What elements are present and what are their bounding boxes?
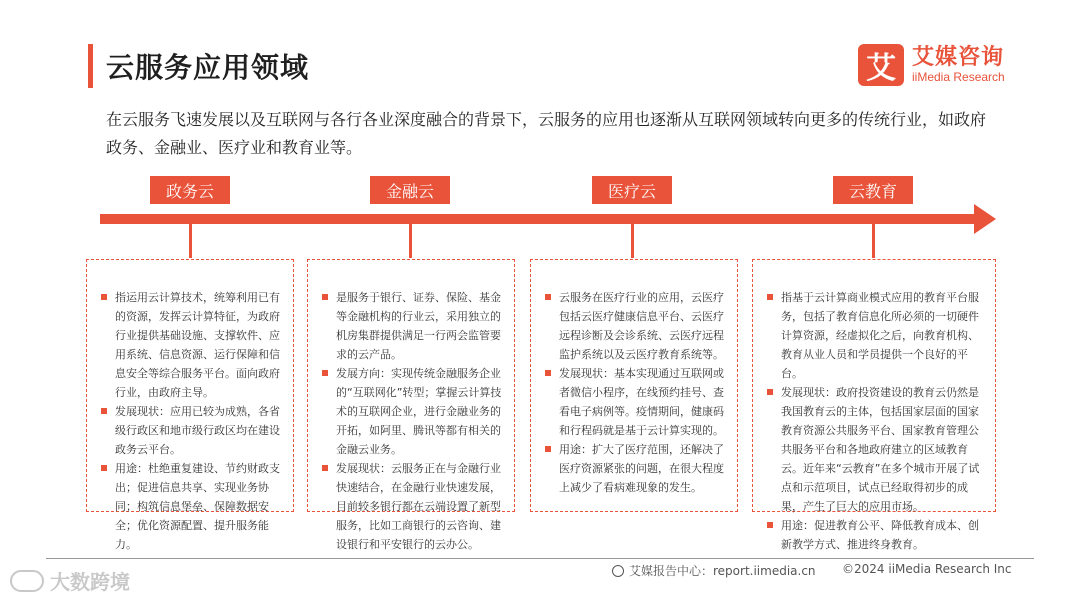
card-finance-cloud	[307, 259, 515, 551]
watermark-text: 大数跨境	[50, 570, 130, 594]
list-item: 发展现状：政府投资建设的教育云仍然是我国教育云的主体，包括国家层面的国家教育资源公共服务平台、国家教育管理公共服务平台和各地政府建立的区域教育云。近年来“云教育”在多个城市开展了试点和示范项目，试点已经取得初步的成果，产生了巨大的应用市场。	[767, 383, 985, 516]
list-item: 指基于云计算商业模式应用的教育平台服务，包括了教育信息化所必须的一切硬件计算资源，经虚拟化之后，向教育机构、教育从业人员和学员提供一个良好的平台。	[767, 288, 985, 383]
list-item: 是服务于银行、证券、保险、基金等金融机构的行业云，采用独立的机房集群提供满足一行两会监管要求的云产品。	[322, 288, 504, 364]
watermark-logo-icon	[10, 570, 44, 592]
card-edu-cloud	[752, 259, 996, 551]
list-item: 发展现状：应用已较为成熟，各省级行政区和地市级行政区均在建设政务云平台。	[101, 402, 283, 459]
footer-source-text: 艾媒报告中心：report.iimedia.cn	[629, 564, 816, 578]
list-item: 发展方向：实现传统金融服务企业的“互联网化”转型；掌握云计算技术的互联网企业，进行金融业务的开拓，如阿里、腾讯等都有相关的金融云业务。	[322, 364, 504, 459]
tag-gov-cloud: 政务云	[150, 176, 230, 204]
page-title: 云服务应用领域	[106, 51, 310, 84]
timeline-arrow	[100, 214, 976, 224]
tag-medical-cloud: 医疗云	[592, 176, 672, 204]
stem-medical-cloud	[631, 224, 634, 258]
stem-finance-cloud	[409, 224, 412, 258]
list-item: 发展现状：云服务正在与金融行业快速结合，在金融行业快速发展，目前较多银行都在云端设置了新型服务，比如工商银行的云咨询、建设银行和平安银行的云办公。	[322, 459, 504, 554]
globe-icon	[612, 565, 624, 577]
footer-copyright: ©2024 iiMedia Research Inc	[842, 562, 1012, 576]
stem-edu-cloud	[872, 224, 875, 258]
list-item: 用途：杜绝重复建设、节约财政支出；促进信息共享、实现业务协同；构筑信息堡垒、保障数据安全；优化资源配置、提升服务能力。	[101, 459, 283, 554]
list-item: 云服务在医疗行业的应用，云医疗包括云医疗健康信息平台、云医疗远程诊断及会诊系统、云医疗远程监护系统以及云医疗教育系统等。	[545, 288, 727, 364]
tag-finance-cloud: 金融云	[370, 176, 450, 204]
title-accent-bar	[88, 44, 93, 88]
brand-logo	[858, 44, 1005, 86]
arrow-head-icon	[974, 204, 996, 234]
footer-divider	[46, 558, 1034, 559]
list-item: 指运用云计算技术，统筹利用已有的资源，发挥云计算特征，为政府行业提供基础设施、支撑软件、应用系统、信息资源、运行保障和信息安全等综合服务平台。面向政府行业，由政府主导。	[101, 288, 283, 402]
card-gov-cloud	[86, 259, 294, 551]
logo-mark-icon: 艾	[858, 44, 904, 86]
list-item: 用途：促进教育公平、降低教育成本、创新教学方式、推进终身教育。	[767, 516, 985, 554]
footer-source	[612, 562, 816, 579]
logo-cn-text: 艾媒咨询	[912, 45, 1005, 71]
tag-edu-cloud: 云教育	[833, 176, 913, 204]
stem-gov-cloud	[189, 224, 192, 258]
card-medical-cloud	[530, 259, 738, 512]
logo-en-text: iiMedia Research	[912, 69, 1005, 84]
watermark	[10, 566, 130, 595]
list-item: 发展现状：基本实现通过互联网或者微信小程序，在线预约挂号、查看电子病例等。疫情期间，健康码和行程码就是基于云计算实现的。	[545, 364, 727, 440]
intro-paragraph: 在云服务飞速发展以及互联网与各行各业深度融合的背景下，云服务的应用也逐渐从互联网领域转向更多的传统行业，如政府政务、金融业、医疗业和教育业等。	[106, 110, 987, 157]
list-item: 用途：扩大了医疗范围，还解决了医疗资源紧张的问题，在很大程度上减少了看病难现象的发生。	[545, 440, 727, 497]
